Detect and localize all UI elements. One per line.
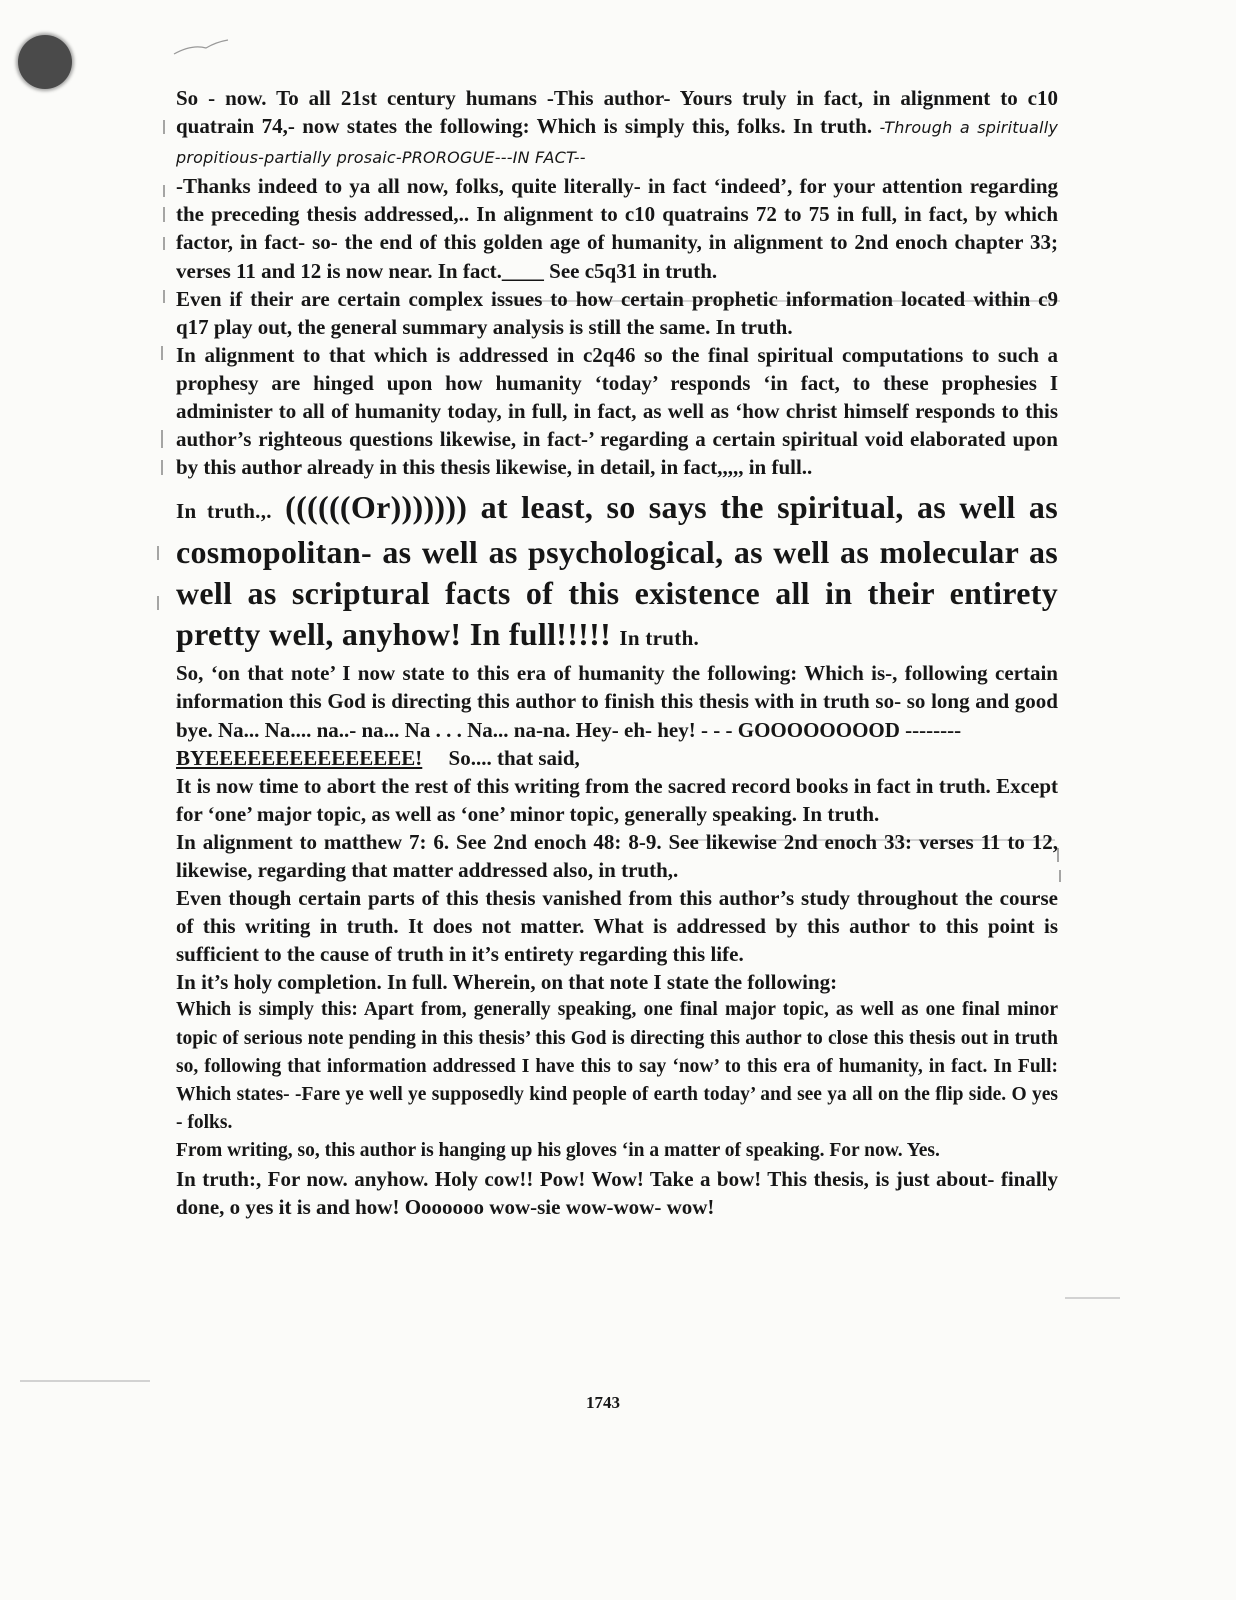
paragraph: So, ‘on that note’ I now state to this era of humanity the following: Which is-, following certain information this God is directing this author to finish this thesis with in truth so- so long and good bye. Na... Na.... na..- na... Na . . . Na... na-na. Hey- eh- hey! - - - GOOOOOOOOD --------: [176, 661, 1058, 742]
paragraph: From writing, so, this author is hanging up his gloves ‘in a matter of speaking. For now. Yes.: [176, 1139, 940, 1161]
page-number: 1743: [586, 1393, 620, 1412]
paragraph: Which is simply this: Apart from, generally speaking, one final major topic, as well as one final minor topic of serious note pending in this thesis’ this God is directing this author to close this thesis out in truth so, following that information addressed I have this to say ‘now’ to this era of humanity, in fact. In Full: Which states- -Fare ye well ye supposedly kind people of earth today’ and see ya all on the flip side. O yes - folks.: [176, 999, 1058, 1133]
paragraph: In alignment to that which is addressed in c2q46 so the final spiritual computations to such a prophesy are hinged upon how humanity ‘today’ responds ‘in fact, to these prophesies I administer to all of humanity today, in full, in fact, as well as ‘how christ himself responds to this author’s righteous questions likewise, in fact-’ regarding a certain spiritual void elaborated upon by this author already in this thesis likewise, in detail, in fact,,,,, in full..: [176, 342, 1058, 480]
paragraph: -Thanks indeed to ya all now, folks, quite literally- in fact ‘indeed’, for your attention regarding the preceding thesis addressed,.. In alignment to c10 quatrains 72 to 75 in full, in fact, by which factor, in fact- so- the end of this golden age of humanity, in alignment to 2nd enoch chapter 33; verses 11 and 12 is now near. In fact.____ See c5q31 in truth.: [176, 174, 1058, 283]
paragraph: Even if their are certain complex issues to how certain prophetic information located within c9 q17 play out, the general summary analysis is still the same. In truth.: [176, 286, 1058, 339]
paragraph: In it’s holy completion. In full. Wherein, on that note I state the following:: [176, 970, 838, 995]
document-body: [176, 84, 1058, 1221]
paragraph: In alignment to matthew 7: 6. See 2nd enoch 48: 8-9. See likewise 2nd enoch 33: verses 11 to 12, likewise, regarding that matter addressed also, in truth,.: [176, 829, 1058, 882]
handwritten-annotation: -Through a spiritually propitious-partially prosaic-PROROGUE---IN FACT--: [176, 118, 1059, 168]
pen-mark: [172, 38, 232, 60]
paragraph: So - now. To all 21st century humans -This author- Yours truly in fact, in alignment to c10 quatrain 74,- now states the following: Which is simply this, folks. In truth. -Through a spiritually propitious-partially prosaic-PROROGUE---IN FACT--: [176, 86, 1059, 168]
paragraph: BYEEEEEEEEEEEEEEE! So.... that said,: [176, 745, 580, 770]
paragraph: It is now time to abort the rest of this writing from the sacred record books in fact in truth. Except for ‘one’ major topic, as well as ‘one’ minor topic, generally speaking. In truth.: [176, 773, 1058, 826]
large-paragraph: In truth.,. ((((((Or))))))) at least, so says the spiritual, as well as cosmopolitan- as well as psychological, as well as molecular as well as scriptural facts of this existence all in their entirety pretty well, anyhow! In full!!!!! In truth.: [176, 489, 1058, 653]
paragraph: Even though certain parts of this thesis vanished from this author’s study throughout the course of this writing in truth. It does not matter. What is addressed by this author to this point is sufficient to the cause of truth in it’s entirety regarding this life.: [176, 886, 1058, 967]
punch-hole: [18, 35, 72, 89]
paragraph: In truth:, For now. anyhow. Holy cow!! Pow! Wow! Take a bow! This thesis, is just about- finally done, o yes it is and how! Ooooooo wow-sie wow-wow- wow!: [176, 1167, 1058, 1220]
bye-text: BYEEEEEEEEEEEEEEE!: [176, 745, 423, 770]
